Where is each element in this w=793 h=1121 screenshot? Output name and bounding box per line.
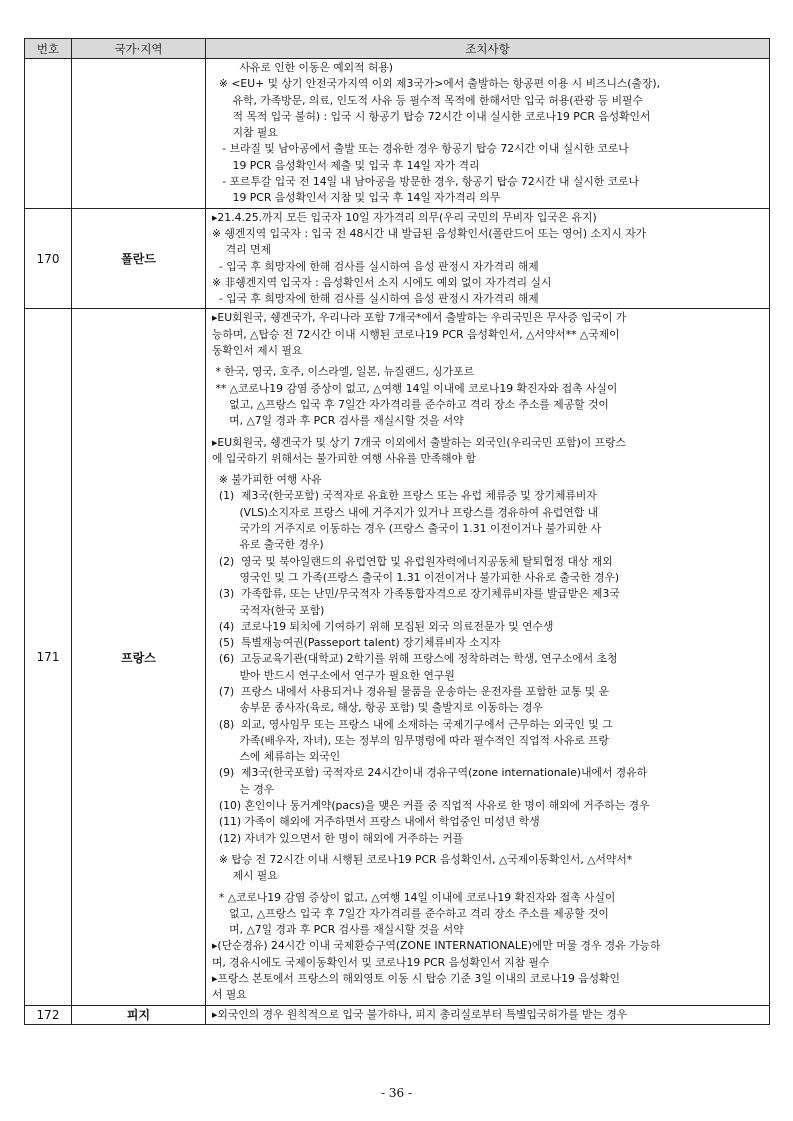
- measure-line: 없고, △프랑스 입국 후 7일간 자가격리를 준수하고 격리 장소 주소를 제공할 것이: [212, 906, 609, 920]
- measure-line: 동확인서 제시 필요: [212, 344, 303, 358]
- measure-line: 지참 필요: [212, 126, 278, 140]
- measure-line: ▸21.4.25.까지 모든 입국자 10일 자가격리 의무(우리 국민의 무비자 입국은 유지): [212, 210, 597, 224]
- measure-line: 19 PCR 음성확인서 제출 및 입국 후 14일 자가 격리: [212, 158, 480, 172]
- measure-line: - 브라질 및 남아공에서 출발 또는 경유한 경우 항공기 탑승 72시간 이내 실시한 코로나: [212, 142, 629, 156]
- header-measures: 조치사항: [206, 39, 770, 59]
- row-measures: [206, 1005, 770, 1024]
- row-country: 폴란드: [72, 208, 206, 309]
- document-page: [24, 38, 769, 1025]
- measure-line: (1) 제3국(한국포함) 국적자로 유효한 프랑스 또는 유럽 체류증 및 장기체류비자: [212, 489, 597, 503]
- measure-line: 가족(배우자, 자녀), 또는 정부의 임무명령에 따라 필수적인 직업적 사유로 프랑: [212, 733, 609, 747]
- measure-line: (10) 혼인이나 동거계약(pacs)을 맺은 커플 중 직업적 사유로 한 명이 해외에 거주하는 경우: [212, 799, 650, 813]
- measure-line: - 입국 후 희망자에 한해 검사를 실시하여 음성 판정시 자가격리 해제: [212, 259, 539, 273]
- measure-line: (11) 가족이 해외에 거주하면서 프랑스 내에서 학업중인 미성년 학생: [212, 815, 540, 829]
- measure-line: 스에 체류하는 외국인: [212, 750, 341, 764]
- measure-line: (4) 코로나19 퇴치에 기여하기 위해 모집된 외국 의료전문가 및 연수생: [212, 619, 554, 633]
- measure-line: 사유로 인한 이동은 예외적 허용): [212, 61, 393, 74]
- row-number: 171: [25, 309, 72, 1005]
- measure-line: 며, △7일 경과 후 PCR 검사를 재실시할 것을 서약: [212, 923, 464, 937]
- measure-line: (9) 제3국(한국포함) 국적자로 24시간이내 경유구역(zone internationale)내에서 경유하: [212, 766, 648, 780]
- measure-line: (5) 특별재능여권(Passeport talent) 장기체류비자 소지자: [212, 636, 501, 650]
- measure-line: 유로 출국한 경우): [212, 538, 324, 552]
- measure-line: - 포르투갈 입국 전 14일 내 남아공을 방문한 경우, 항공기 탑승 72시간 내 실시한 코로나: [212, 175, 639, 189]
- measure-line: (12) 자녀가 있으면서 한 명이 해외에 거주하는 커플: [212, 831, 464, 845]
- measure-line: (8) 외교, 영사임무 또는 프랑스 내에 소재하는 국제기구에서 근무하는 외국인 및 그: [212, 717, 613, 731]
- measure-line: 제시 필요: [212, 869, 278, 883]
- row-measures: [206, 309, 770, 1005]
- measure-line: * △코로나19 감염 증상이 없고, △여행 14일 이내에 코로나19 확진자와 접촉 사실이: [212, 890, 616, 904]
- measure-line: ※ 불가피한 여행 사유: [212, 473, 322, 487]
- measure-line: 국적자(한국 포함): [212, 603, 325, 617]
- measure-line: ▸(단순경유) 24시간 이내 국제환승구역(ZONE INTERNATIONALE)에만 머물 경우 경유 가능하: [212, 939, 661, 953]
- measure-line: 19 PCR 음성확인서 지참 및 입국 후 14일 자가격리 의무: [212, 191, 501, 205]
- table-row: [25, 59, 770, 209]
- measure-line: (2) 영국 및 북아일랜드의 유럽연합 및 유럽원자력에너지공동체 탈퇴협정 대상 재외: [212, 554, 613, 568]
- measure-line: 며, 경유시에도 국제이동확인서 및 코로나19 PCR 음성확인서 지참 필수: [212, 955, 550, 969]
- table-row: [25, 309, 770, 1005]
- row-number: 172: [25, 1005, 72, 1024]
- measure-line: 격리 면제: [212, 243, 271, 257]
- measure-line: ** △코로나19 감염 증상이 없고, △여행 14일 이내에 코로나19 확진자와 접촉 사실이: [212, 381, 618, 395]
- measure-line: (7) 프랑스 내에서 사용되거나 경유될 물품을 운송하는 운전자를 포함한 교통 및 운: [212, 684, 610, 698]
- measure-line: ※ 非쉥겐지역 입국자 : 음성확인서 소지 시에도 예외 없이 자가격리 실시: [212, 275, 552, 289]
- table-header-row: [25, 39, 770, 59]
- row-number: [25, 59, 72, 209]
- row-number: 170: [25, 208, 72, 309]
- measure-line: - 입국 후 희망자에 한해 검사를 실시하여 음성 판정시 자가격리 해제: [212, 292, 539, 306]
- row-country: 피지: [72, 1005, 206, 1024]
- measure-line: ▸프랑스 본토에서 프랑스의 해외영토 이동 시 탑승 기준 3일 이내의 코로나19 음성확인: [212, 972, 620, 986]
- measure-line: 송부문 종사자(육로, 해상, 항공 포함) 및 출발지로 이동하는 경우: [212, 701, 543, 715]
- measure-line: 유학, 가족방문, 의료, 인도적 사유 등 필수적 목적에 한해서만 입국 허용(관광 등 비필수: [212, 93, 643, 107]
- row-country: 프랑스: [72, 309, 206, 1005]
- measure-line: 에 입국하기 위해서는 불가피한 여행 사유를 만족해야 함: [212, 451, 476, 465]
- table-row: [25, 208, 770, 309]
- measure-line: 능하며, △탑승 전 72시간 이내 시행된 코로나19 PCR 음성확인서, △서약서** △국제이: [212, 327, 620, 341]
- measure-line: 받아 반드시 연구소에서 연구가 필요한 연구원: [212, 668, 455, 682]
- measures-table: [24, 38, 770, 1025]
- measure-line: 서 필요: [212, 988, 247, 1002]
- table-row: [25, 1005, 770, 1024]
- row-country: [72, 59, 206, 209]
- page-number: - 36 -: [380, 1086, 412, 1100]
- row-measures: [206, 208, 770, 309]
- measure-line: 없고, △프랑스 입국 후 7일간 자가격리를 준수하고 격리 장소 주소를 제공할 것이: [212, 397, 609, 411]
- measure-line: ▸외국인의 경우 원칙적으로 입국 불가하나, 피지 총리실로부터 특별입국허가를 받는 경우: [212, 1007, 628, 1021]
- measure-line: ※ <EU+ 및 상기 안전국가지역 이외 제3국가>에서 출발하는 항공편 이용 시 비즈니스(출장),: [212, 77, 661, 91]
- header-country: 국가·지역: [72, 39, 206, 59]
- measure-line: (6) 고등교육기관(대학교) 2학기를 위해 프랑스에 정착하려는 학생, 연구소에서 초청: [212, 652, 618, 666]
- measure-line: 며, △7일 경과 후 PCR 검사를 재실시할 것을 서약: [212, 414, 464, 428]
- measure-line: * 한국, 영국, 호주, 이스라엘, 일본, 뉴질랜드, 싱가포르: [212, 365, 475, 379]
- measure-line: ※ 탑승 전 72시간 이내 시행된 코로나19 PCR 음성확인서, △국제이동확인서, △서약서*: [212, 852, 633, 866]
- measure-line: ▸EU회원국, 쉥겐국가, 우리나라 포함 7개국*에서 출발하는 우리국민은 무사증 입국이 가: [212, 311, 627, 325]
- measure-line: (VLS)소지자로 프랑스 내에 거주지가 있거나 프랑스를 경유하여 유럽연합 내: [212, 505, 599, 519]
- measure-line: 적 목적 입국 불허) : 입국 시 항공기 탑승 72시간 이내 실시한 코로나19 PCR 음성확인서: [212, 109, 651, 123]
- row-measures: [206, 59, 770, 209]
- measure-line: 는 경우: [212, 782, 275, 796]
- measure-line: 국가의 거주지로 이동하는 경우 (프랑스 출국이 1.31 이전이거나 불가피한 사: [212, 522, 602, 536]
- measure-line: ▸EU회원국, 쉥겐국가 및 상기 7개국 이외에서 출발하는 외국인(우리국민 포함)이 프랑스: [212, 435, 626, 449]
- measure-line: 영국인 및 그 가족(프랑스 출국이 1.31 이전이거나 불가피한 사유로 출국한 경우): [212, 570, 620, 584]
- header-number: 번호: [25, 39, 72, 59]
- measure-line: ※ 쉥겐지역 입국자 : 입국 전 48시간 내 발급된 음성확인서(폴란드어 또는 영어) 소지시 자가: [212, 226, 647, 240]
- measure-line: (3) 가족합류, 또는 난민/무국적자 가족통합자격으로 장기체류비자를 발급받은 제3국: [212, 587, 620, 601]
